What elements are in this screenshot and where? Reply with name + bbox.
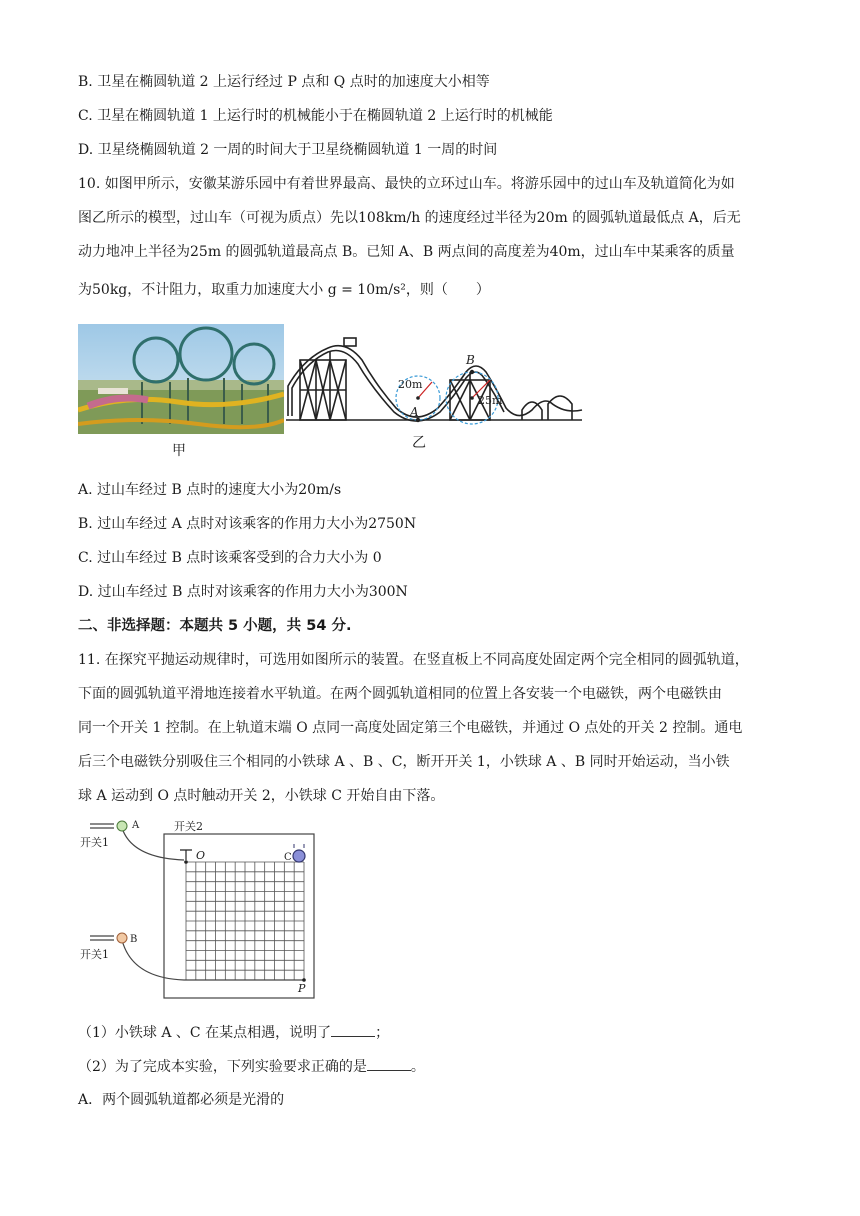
q11-stem-line-4: 后三个电磁铁分别吸住三个相同的小铁球 A 、B 、C，断开开关 1，小铁球 A 、B 同时开始运动，当小铁 <box>78 754 730 770</box>
q11-sub1-end: ； <box>375 1025 390 1041</box>
q10-stem-line-2: 图乙所示的模型，过山车（可视为质点）先以108km/h 的速度经过半径为20m 的圆弧轨道最低点 A，后无 <box>78 210 741 226</box>
track-model-diagram <box>286 330 586 436</box>
ball-c-label: C <box>284 852 292 863</box>
figure-jia-caption: 甲 <box>172 443 186 459</box>
label-20m: 20m <box>398 378 423 391</box>
switch1-bottom-label: 开关1 <box>80 948 109 961</box>
q11-stem-line-5: 球 A 运动到 O 点时触动开关 2，小铁球 C 开始自由下落。 <box>78 788 445 804</box>
point-p-label: P <box>298 982 306 995</box>
ball-a-label: A <box>132 820 140 831</box>
label-point-b: B <box>466 353 475 367</box>
label-point-a: A <box>410 405 419 419</box>
q11-sub2 <box>78 1056 425 1077</box>
q11-option-a: A．两个圆弧轨道都必须是光滑的 <box>78 1092 285 1108</box>
answer-blank-1[interactable] <box>331 1022 375 1037</box>
q9-option-c: C. 卫星在椭圆轨道 1 上运行时的机械能小于在椭圆轨道 2 上运行时的机械能 <box>78 108 553 124</box>
q11-stem-line-3: 同一个开关 1 控制。在上轨道末端 O 点同一高度处固定第三个电磁铁，并通过 O 点处的开关 2 控制。通电 <box>78 720 743 736</box>
q10-option-d: D. 过山车经过 B 点时对该乘客的作用力大小为300N <box>78 584 408 600</box>
q11-sub2-text: （2）为了完成本实验，下列实验要求正确的是 <box>78 1059 367 1075</box>
q11-stem-line-1: 11. 在探究平抛运动规律时，可选用如图所示的装置。在竖直板上不同高度处固定两个完全相同的圆弧轨道， <box>78 652 749 668</box>
switch1-top-label: 开关1 <box>80 836 109 849</box>
label-25m: 25m <box>478 394 503 407</box>
q10-stem-line-4: 为50kg，不计阻力，取重力加速度大小 g = 10m/s²，则（ ） <box>78 282 490 298</box>
q10-stem-line-3: 动力地冲上半径为25m 的圆弧轨道最高点 B。已知 A、B 两点间的高度差为40m，过山车中某乘客的质量 <box>78 244 735 260</box>
switch2-label: 开关2 <box>174 820 203 833</box>
roller-coaster-photo <box>78 324 284 434</box>
answer-blank-2[interactable] <box>367 1056 411 1071</box>
section-heading: 二、非选择题：本题共 5 小题，共 54 分. <box>78 618 352 634</box>
q10-option-c: C. 过山车经过 B 点时该乘客受到的合力大小为 0 <box>78 550 382 566</box>
q9-option-d: D. 卫星绕椭圆轨道 2 一周的时间大于卫星绕椭圆轨道 1 一周的时间 <box>78 142 498 158</box>
q10-stem-line-1: 10. 如图甲所示，安徽某游乐园中有着世界最高、最快的立环过山车。将游乐园中的过山车及轨道简化为如 <box>78 176 735 192</box>
q10-option-a: A. 过山车经过 B 点时的速度大小为20m/s <box>78 482 342 498</box>
q11-sub2-end: 。 <box>410 1059 425 1075</box>
q11-sub1-text: （1）小铁球 A 、C 在某点相遇，说明了 <box>78 1025 332 1041</box>
apparatus-diagram <box>80 814 330 1004</box>
point-o-label: O <box>196 849 206 862</box>
q11-stem-line-2: 下面的圆弧轨道平滑地连接着水平轨道。在两个圆弧轨道相同的位置上各安装一个电磁铁，两个电磁铁由 <box>78 686 722 702</box>
q9-option-b: B. 卫星在椭圆轨道 2 上运行经过 P 点和 Q 点时的加速度大小相等 <box>78 74 490 90</box>
q10-option-b: B. 过山车经过 A 点时对该乘客的作用力大小为2750N <box>78 516 417 532</box>
figure-yi-caption: 乙 <box>412 435 426 451</box>
ball-b-label: B <box>130 934 138 945</box>
q11-sub1 <box>78 1022 389 1043</box>
